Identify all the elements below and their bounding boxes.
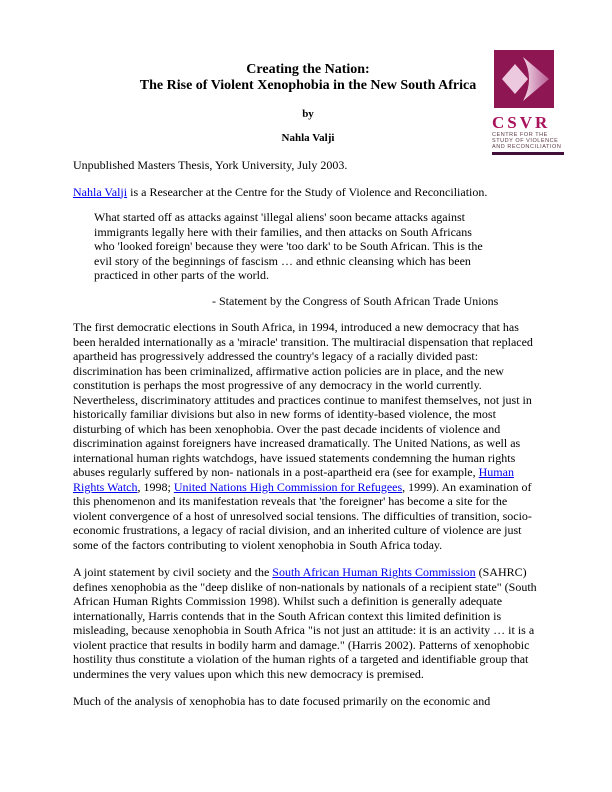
- page-title-line-2: The Rise of Violent Xenophobia in the New South Africa: [139, 78, 477, 93]
- paragraph-text: , 1998;: [137, 479, 174, 494]
- byline-label: by: [302, 108, 314, 120]
- csvr-logo: [492, 50, 566, 155]
- logo-divider-bar: [492, 152, 564, 155]
- paragraph-text: The first democratic elections in South Africa, in 1994, introduced a new democracy that has been heralded internationally as a 'miracle' transition. The multiracial dispensation that replaced apartheid has progressively addressed the country's legacy of a racially divided past: discrimination has been criminalized, affirmative action policies are in place, and the new constitution is perhaps the most progressive of any democracy in the world currently. Nevertheless, discriminatory attitudes and practices continue to manifest themselves, not just in historically familiar divisions but also in new forms of identity-based violence, the most disturbing of which has been xenophobia. Over the past decade incidents of violence and discrimination against foreigners have increased dramatically. The United Nations, as well as international human rights watchdogs, have issued statements condemning the human rights abuses regularly suffered by non- nationals in a post-apartheid era (see for example,: [73, 320, 533, 479]
- body-paragraph-1: [73, 320, 543, 552]
- body-paragraph-2: [73, 565, 543, 681]
- paragraph-text: (SAHRC) defines xenophobia as the "deep dislike of non-nationals by nationals of a recipient state" (South African Human Rights Commission 1998). Whilst such a definition is generally adequate internationally, Harris contends that in the South African context this limited definition is misleading, because xenophobia in South Africa "is not just an attitude: it is an activity … it is a violent practice that results in bodily harm and damage." (Harris 2002). Patterns of xenophobic hostility thus constitute a violation of the human rights of a targeted and identifiable group that undermines the very values upon which this new democracy is premised.: [73, 565, 537, 681]
- body-paragraph-3: Much of the analysis of xenophobia has to date focused primarily on the economic and: [73, 694, 491, 708]
- logo-name-line-3: AND RECONCILIATION: [492, 143, 562, 150]
- unhcr-link[interactable]: United Nations High Commission for Refugees: [173, 479, 403, 494]
- researcher-line: [73, 185, 543, 200]
- sahrc-link[interactable]: South African Human Rights Commission: [272, 565, 476, 579]
- author-name: Nahla Valji: [281, 132, 335, 144]
- author-link[interactable]: Nahla Valji: [73, 184, 128, 199]
- thesis-note: Unpublished Masters Thesis, York University, July 2003.: [73, 158, 348, 172]
- logo-name-line-2: STUDY OF VIOLENCE: [492, 137, 559, 144]
- researcher-line-text: is a Researcher at the Centre for the Study of Violence and Reconciliation.: [127, 184, 488, 199]
- logo-name-line-1: CENTRE FOR THE: [492, 131, 548, 138]
- human-rights-watch-link[interactable]: Human Rights Watch: [73, 465, 514, 494]
- logo-acronym: CSVR: [492, 112, 551, 132]
- paragraph-text: A joint statement by civil society and the: [73, 565, 273, 579]
- title-block: [73, 62, 543, 144]
- epigraph-quote: What started off as attacks against 'illegal aliens' soon became attacks against immigrants legally here with their families, and then attacks on South Africans who 'looked foreign' because they were 'too dark' to be South African. This is the evil story of the beginnings of fascism … and ethnic cleansing which has been practiced in other parts of the world.: [94, 210, 483, 282]
- paragraph-text: , 1999). An examination of this phenomenon and its manifestation reveals that 'the foreigner' has become a site for the violent convergence of a host of unresolved social tensions. The difficulties of transition, socio-economic frustrations, a legacy of racial division, and an inherited culture of violence are just some of the factors contributing to violent xenophobia in South Africa today.: [73, 479, 532, 552]
- page-title-line-1: Creating the Nation:: [246, 62, 370, 77]
- quote-attribution: - Statement by the Congress of South African Trade Unions: [212, 293, 499, 308]
- csvr-logo-mark: [492, 50, 566, 112]
- csvr-logo-icon: [494, 50, 554, 108]
